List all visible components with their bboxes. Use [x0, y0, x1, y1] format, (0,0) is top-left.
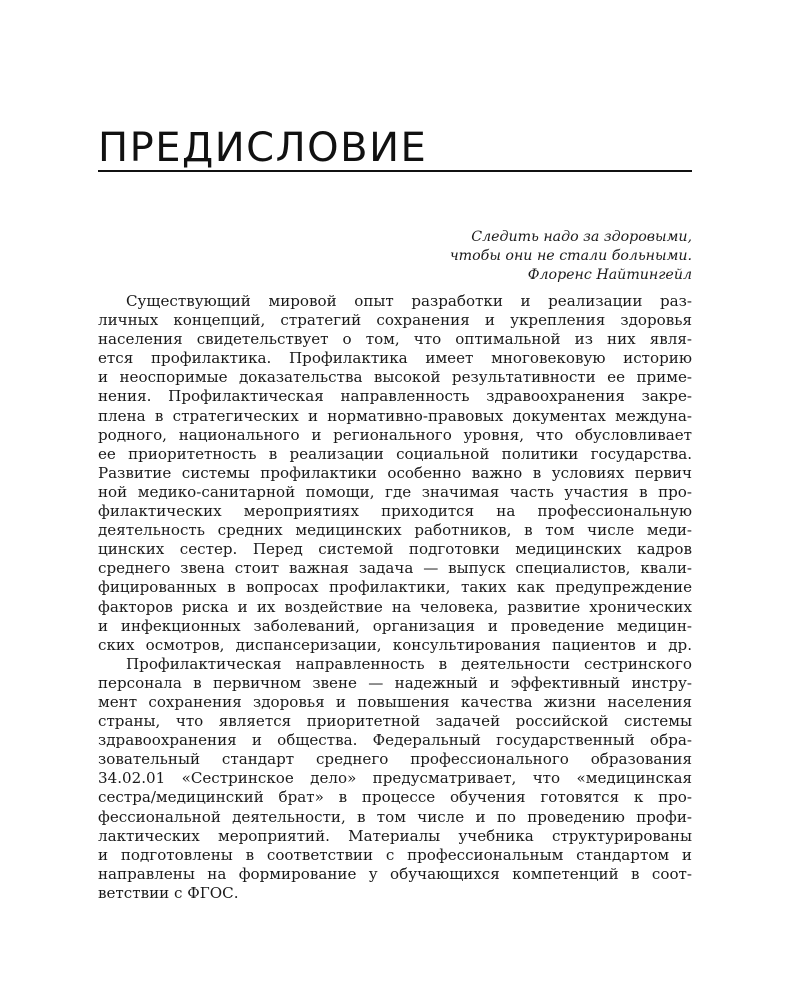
paragraph-line: родного, национального и регионального уровня, что обусловливает	[98, 425, 692, 444]
paragraph-line: лактических мероприятий. Материалы учебника структурированы	[98, 826, 692, 845]
paragraph-line: цинских сестер. Перед системой подготовки медицинских кадров	[98, 540, 692, 559]
paragraph-line: страны, что является приоритетной задачей российской системы	[98, 712, 692, 731]
paragraph-line: ной медико-санитарной помощи, где значимая часть участия в про-	[98, 482, 692, 501]
paragraph-line: зовательный стандарт среднего профессионального образования	[98, 750, 692, 769]
paragraph-line: и подготовлены в соответствии с профессиональным стандартом и	[98, 845, 692, 864]
paragraph-line: ветствии с ФГОС.	[98, 883, 239, 902]
page-title: ПРЕДИСЛОВИЕ	[98, 125, 428, 171]
paragraph-line: ее приоритетность в реализации социальной политики государства.	[98, 444, 692, 463]
paragraph-line: среднего звена стоит важная задача — выпуск специалистов, квали-	[98, 559, 692, 578]
epigraph-line: чтобы они не стали больными.	[449, 248, 692, 264]
epigraph	[450, 228, 692, 285]
paragraph-line: мент сохранения здоровья и повышения качества жизни населения	[98, 692, 692, 711]
paragraph-line: филактических мероприятиях приходится на профессиональную	[98, 502, 692, 521]
paragraph-line: и неоспоримые доказательства высокой результативности ее приме-	[98, 368, 692, 387]
paragraph-line: личных концепций, стратегий сохранения и укрепления здоровья	[98, 311, 692, 330]
paragraph-line: Развитие системы профилактики особенно важно в условиях первич	[98, 463, 692, 482]
paragraph-line: Существующий мировой опыт разработки и реализации раз-	[126, 292, 692, 310]
paragraph-line: фицированных в вопросах профилактики, таких как предупреждение	[98, 578, 692, 597]
paragraph-line: ских осмотров, диспансеризации, консультирования пациентов и др.	[98, 635, 692, 654]
paragraph-line: направлены на формирование у обучающихся компетенций в соот-	[98, 864, 692, 883]
paragraph-line: персонала в первичном звене — надежный и эффективный инстру-	[98, 673, 692, 692]
paragraph-line: 34.02.01 «Сестринское дело» предусматривает, что «медицинская	[98, 769, 692, 788]
title-underline	[98, 170, 692, 172]
paragraph-line: плена в стратегических и нормативно-правовых документах междуна-	[98, 406, 692, 425]
paragraph-line: деятельность средних медицинских работников, в том числе меди-	[98, 521, 692, 540]
epigraph-author: Флоренс Найтингейл	[527, 267, 692, 283]
paragraph-line: Профилактическая направленность в деятельности сестринского	[126, 654, 692, 673]
paragraph-line: ется профилактика. Профилактика имеет многовековую историю	[98, 349, 692, 368]
paragraph-line: здравоохранения и общества. Федеральный государственный обра-	[98, 731, 692, 750]
paragraph-line: факторов риска и их воздействие на человека, развитие хронических	[98, 597, 692, 616]
paragraph-line: населения свидетельствует о том, что оптимальной из них явля-	[98, 330, 692, 349]
paragraph-line: фессиональной деятельности, в том числе и по проведению профи-	[98, 807, 692, 826]
epigraph-line: Следить надо за здоровыми,	[471, 229, 692, 245]
paragraph-line: сестра/медицинский брат» в процессе обучения готовятся к про-	[98, 788, 692, 807]
paragraph-line: нения. Профилактическая направленность здравоохранения закре-	[98, 387, 692, 406]
body-text	[98, 292, 692, 903]
paragraph-line: и инфекционных заболеваний, организация и проведение медицин-	[98, 616, 692, 635]
